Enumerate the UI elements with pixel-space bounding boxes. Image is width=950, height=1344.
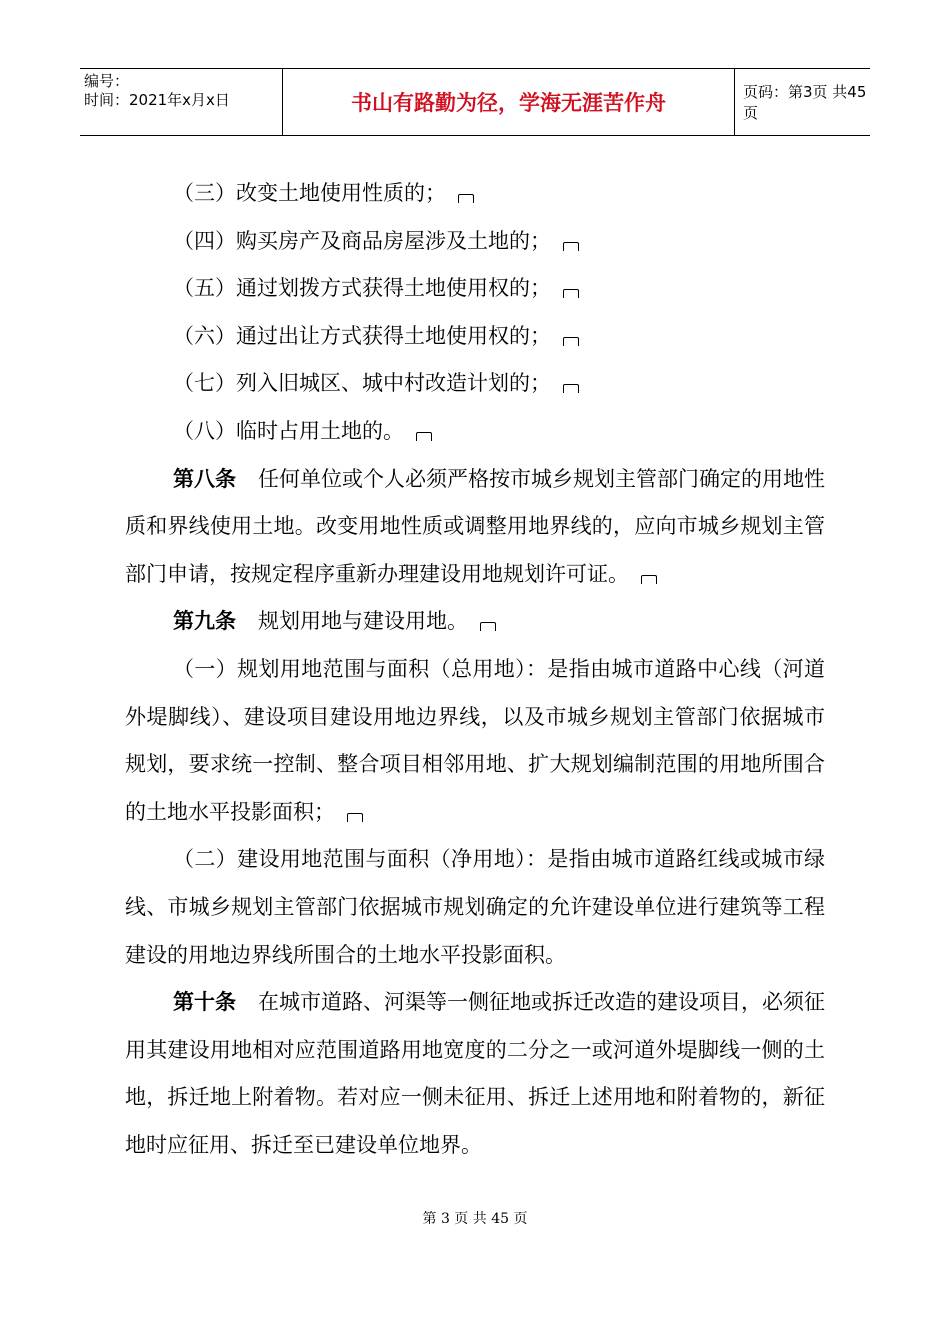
clause-8: （八）临时占用土地的。	[125, 408, 825, 456]
clause-4: （四）购买房产及商品房屋涉及土地的；	[125, 218, 825, 266]
article-9: 第九条 规划用地与建设用地。	[125, 598, 825, 646]
clause-5: （五）通过划拨方式获得土地使用权的；	[125, 265, 825, 313]
paragraph-mark-icon	[563, 337, 579, 346]
paragraph-mark-icon	[458, 194, 474, 203]
clause-3: （三）改变土地使用性质的；	[125, 170, 825, 218]
page-footer: 第 3 页 共 45 页	[422, 1211, 528, 1227]
article-heading: 第十条	[173, 990, 236, 1015]
paragraph-mark-icon	[416, 432, 432, 441]
article-9-item-2: （二）建设用地范围与面积（净用地）：是指由城市道路红线或城市绿线、市城乡规划主管部门依据城市规划确定的允许建设单位进行建筑等工程建设的用地边界线所围合的土地水平投影面积。	[125, 847, 825, 967]
article-heading: 第九条	[173, 609, 236, 634]
header-motto: 书山有路勤为径，学海无涯苦作舟	[283, 69, 735, 135]
article-10: 第十条 在城市道路、河渠等一侧征地或拆迁改造的建设项目，必须征用其建设用地相对应范围道路用地宽度的二分之一或河道外堤脚线一侧的土地，拆迁地上附着物。若对应一侧未征用、拆迁上述用地和附着物的，新征地时应征用、拆迁至已建设单位地界。	[125, 990, 825, 1157]
document-date: 时间：2021年x月x日	[84, 91, 230, 109]
paragraph-mark-icon	[563, 384, 579, 393]
paragraph-mark-icon	[563, 242, 579, 251]
header-meta	[80, 69, 283, 135]
page-header	[80, 68, 870, 136]
clause-6: （六）通过出让方式获得土地使用权的；	[125, 313, 825, 361]
document-body	[125, 170, 825, 1169]
paragraph-mark-icon	[480, 622, 496, 631]
article-heading: 第八条	[173, 466, 236, 491]
article-9-item-1: （一）规划用地范围与面积（总用地）：是指由城市道路中心线（河道外堤脚线）、建设项目建设用地边界线，以及市城乡规划主管部门依据城市规划，要求统一控制、整合项目相邻用地、扩大规划编制范围的用地所围合的土地水平投影面积；	[125, 656, 825, 824]
paragraph-mark-icon	[641, 575, 657, 584]
article-8: 第八条 任何单位或个人必须严格按市城乡规划主管部门确定的用地性质和界线使用土地。改变用地性质或调整用地界线的，应向市城乡规划主管部门申请，按规定程序重新办理建设用地规划许可证。	[125, 466, 825, 586]
document-number: 编号：	[84, 72, 130, 90]
clause-7: （七）列入旧城区、城中村改造计划的；	[125, 360, 825, 408]
header-page-number: 页码：第3页 共45页	[743, 83, 867, 122]
paragraph-mark-icon	[347, 813, 363, 822]
paragraph-mark-icon	[563, 289, 579, 298]
